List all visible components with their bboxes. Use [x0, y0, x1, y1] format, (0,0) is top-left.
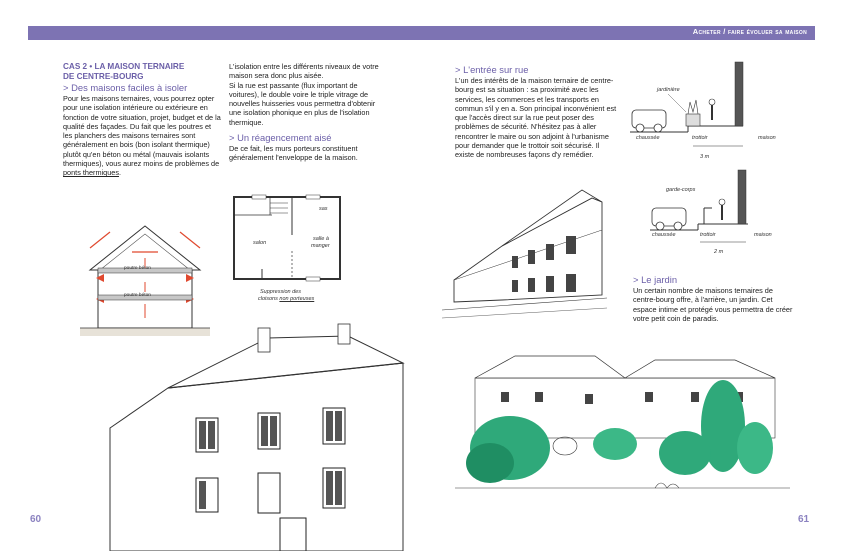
- plan-label-salon: salon: [253, 240, 267, 246]
- plan-label-manger: manger: [311, 243, 330, 249]
- section-heading-entree: > L'entrée sur rue: [455, 64, 529, 75]
- isoler-text-end: .: [118, 168, 122, 178]
- right-column-2: [633, 274, 793, 323]
- page-number-left: 60: [30, 514, 42, 525]
- col2-para1: L'isolation entre les différents niveaux de votre maison sera donc plus aisée.: [229, 62, 379, 81]
- section-body-reagencement: De ce fait, les murs porteurs constituent généralement l'enveloppe de la maison.: [229, 144, 358, 163]
- garden-sketch: [455, 348, 790, 500]
- ponts-thermiques-link[interactable]: ponts thermiques: [63, 168, 119, 178]
- isoler-text: Pour les maisons ternaires, vous pourrez opter pour une isolation intérieure ou extérieure en fonction de votre situation, projet, budget et de la qualité des façades. Du fait que les poutres et les planchers des maisons ternaires sont généralement en bois (bon isolant thermique) plutôt qu'en béton ou métal (mauvais isolants thermiques), vous aurez moins de problèmes de: [63, 94, 221, 169]
- left-column-1: [63, 62, 221, 178]
- diagram2-label-maison: maison: [754, 232, 772, 238]
- diagram1-label-jardiniere: jardinière: [657, 87, 680, 93]
- non-porteuses-link[interactable]: non porteuses: [279, 296, 315, 302]
- street-perspective-sketch: [442, 190, 614, 322]
- section-heading-reagencement: > Un réagencement aisé: [229, 132, 332, 144]
- header-title: Acheter / faire évoluer sa maison: [692, 27, 807, 36]
- page-number-right: 61: [798, 514, 810, 525]
- beam-label-bottom: poutre béton: [124, 293, 151, 298]
- right-column-1: [455, 64, 620, 160]
- case-title-line1: CAS 2 • LA MAISON TERNAIRE: [63, 62, 185, 71]
- section-body-isoler: [63, 94, 221, 178]
- plan-label-salle: salle à: [313, 236, 329, 242]
- plan-label-sas: sas: [319, 206, 328, 212]
- street-diagram-1: [628, 62, 788, 157]
- diagram1-label-maison: maison: [758, 135, 776, 141]
- diagram2-dimension: 2 m: [714, 249, 724, 255]
- col2-para2: Si la rue est passante (flux important de voitures), le double voire le triple vitrage de nouvelles huisseries vous permettra d'obtenir une isolation phonique en plus de l'isolation thermique.: [229, 80, 376, 127]
- beam-label-top: poutre béton: [124, 266, 151, 271]
- street-diagram-2: [648, 170, 788, 260]
- diagram2-label-garde-corps: garde-corps: [666, 187, 696, 193]
- plan-caption-line2: [258, 296, 314, 302]
- diagram2-label-chaussee: chaussée: [652, 232, 676, 238]
- diagram2-label-trottoir: trottoir: [700, 232, 716, 238]
- section-body-jardin: Un certain nombre de maisons ternaires de centre-bourg offre, à l'arrière, un jardin. Cet espace intime et protégé vous permettra de créer votre petit coin de paradis.: [633, 286, 793, 323]
- case-title-line2: DE CENTRE-BOURG: [63, 72, 144, 81]
- diagram1-dimension: 3 m: [700, 154, 710, 160]
- left-column-2: [229, 62, 389, 163]
- header-bar: [28, 26, 815, 40]
- terraced-house-sketch: [108, 318, 413, 551]
- plan-caption-prefix: cloisons: [258, 296, 280, 302]
- diagram1-label-trottoir: trottoir: [692, 135, 708, 141]
- plan-caption-line1: Suppression des: [260, 289, 301, 295]
- section-body-entree: L'un des intérêts de la maison ternaire de centre-bourg est sa situation : sa proximité avec les services, les commerces et les transports en commun s'il y en a. Son principal inconvénient est que l'accès direct sur la rue peut poser des problèmes de sécurité. N'hésitez pas à aller rencontrer le maire ou son adjoint à l'urbanisme pour demander que le trottoir soit sécurisé. Il existe de nombreuses façons d'y remédier.: [455, 76, 617, 160]
- diagram1-label-chaussee: chaussée: [636, 135, 660, 141]
- section-heading-jardin: > Le jardin: [633, 274, 678, 285]
- section-heading-isoler: > Des maisons faciles à isoler: [63, 82, 188, 93]
